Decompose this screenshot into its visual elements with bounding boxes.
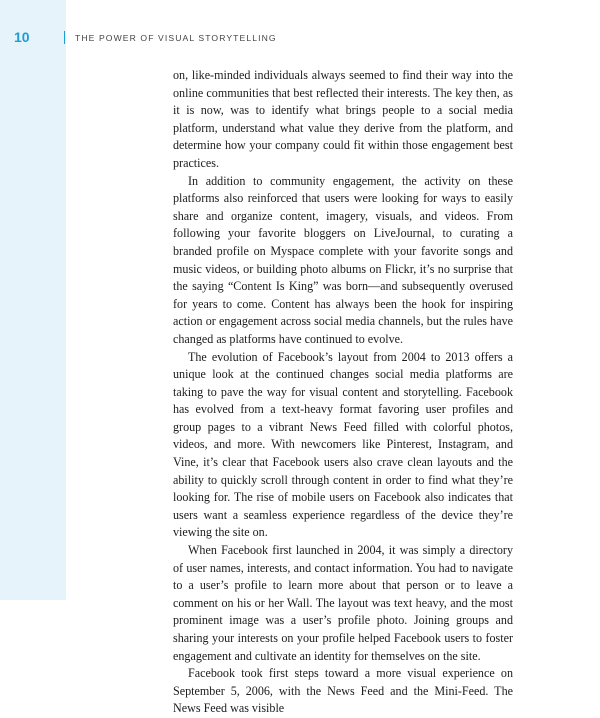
page-side-band [0, 0, 66, 600]
paragraph: The evolution of Facebook’s layout from 2004 to 2013 offers a unique look at the continued changes social media platforms are taking to pave the way for visual content and storytelling. Facebook has evolved from a text-heavy format favoring user profiles and group pages to a vibrant News Feed filled with colorful photos, videos, and more. With newcomers like Pinterest, Instagram, and Vine, it’s clear that Facebook users also crave clean layouts and the ability to quickly scroll through content in order to find what they’re looking for. The rise of mobile users on Facebook also indicates that users want a seamless experience regardless of the device they’re viewing the site on. [173, 349, 513, 540]
paragraph: In addition to community engagement, the activity on these platforms also reinforced that users were looking for ways to easily share and organize content, imagery, visuals, and videos. From following your favorite bloggers on LiveJournal, to curating a branded profile on Myspace complete with your favorite songs and music videos, or building photo albums on Flickr, it’s no surprise that the saying “Content Is King” was born—and subsequently overused for years to come. Content has always been the hook for inspiring action or engagement across social media channels, but the rules have changed as platforms have continued to evolve. [173, 173, 513, 346]
header-divider [64, 31, 65, 44]
paragraph: on, like-minded individuals always seemed to find their way into the online communities that best reflected their interests. The key then, as it is now, was to identify what brings people to a social media platform, understand what value they derive from the platform, and determine how your company could fit within those engagement best practices. [173, 68, 513, 170]
paragraph: When Facebook first launched in 2004, it was simply a directory of user names, interests, and contact information. You had to navigate to a user’s profile to learn more about that person or to leave a comment on his or her Wall. The layout was text heavy, and the most prominent image was a user’s profile photo. Joining groups and sharing your interests on your profile helped Facebook users to foster engagement and cultivate an identity for themselves on the site. [173, 543, 513, 663]
page-number: 10 [14, 29, 30, 45]
paragraph: Facebook took first steps toward a more visual experience on September 5, 2006, with the News Feed and the Mini-Feed. The News Feed was visible [173, 666, 513, 716]
running-head: THE POWER OF VISUAL STORYTELLING [75, 33, 277, 43]
body-text [173, 67, 513, 718]
